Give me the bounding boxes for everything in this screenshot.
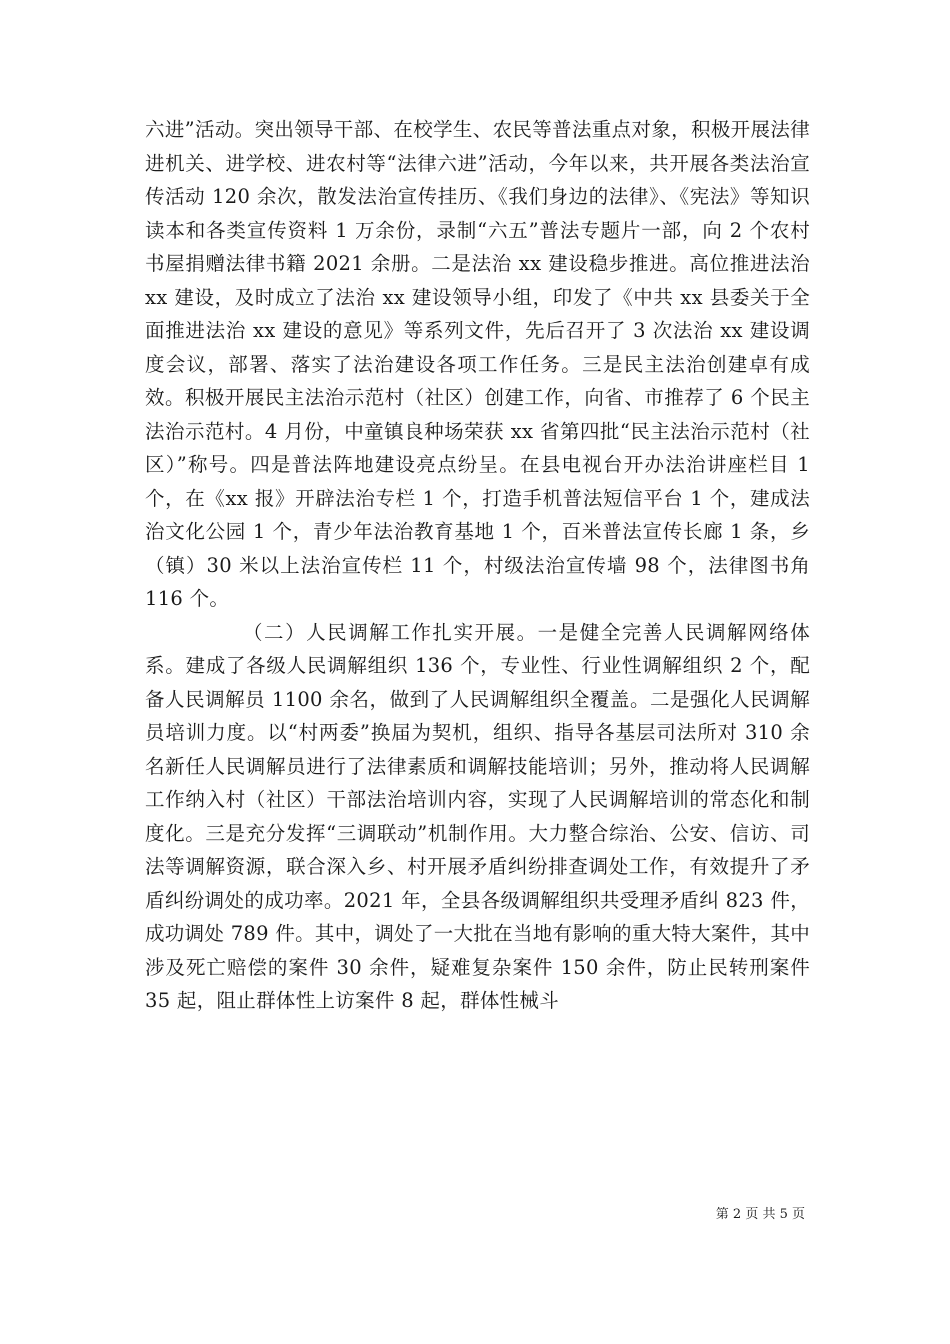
paragraph-people-mediation: （二）人民调解工作扎实开展。一是健全完善人民调解网络体系。建成了各级人民调解组织 136 个，专业性、行业性调解组织 2 个，配备人民调解员 1100 余名，做到了人民调解组织全覆盖。二是强化人民调解员培训力度。以“村两委”换届为契机，组织、指导各基层司法所对 310 余名新任人民调解员进行了法律素质和调解技能培训；另外，推动将人民调解工作纳入村（社区）干部法治培训内容，实现了人民调解培训的常态化和制度化。三是充分发挥“三调联动”机制作用。大力整合综治、公安、信访、司法等调解资源，联合深入乡、村开展矛盾纠纷排查调处工作，有效提升了矛盾纠纷调处的成功率。2021 年，全县各级调解组织共受理矛盾纠 823 件，成功调处 789 件。其中，调处了一大批在当地有影响的重大特大案件，其中涉及死亡赔偿的案件 30 余件，疑难复杂案件 150 余件，防止民转刑案件 35 起，阻止群体性上访案件 8 起，群体性械斗 — [145, 620, 810, 1012]
document-body — [145, 113, 810, 1018]
paragraph-legal-publicity: 六进”活动。突出领导干部、在校学生、农民等普法重点对象，积极开展法律进机关、进学校、进农村等“法律六进”活动，今年以来，共开展各类法治宣传活动 120 余次，散发法治宣传挂历、《我们身边的法律》、《宪法》等知识读本和各类宣传资料 1 万余份，录制“六五”普法专题片一部，向 2 个农村书屋捐赠法律书籍 2021 余册。二是法治 xx 建设稳步推进。高位推进法治 xx 建设，及时成立了法治 xx 建设领导小组，印发了《中共 xx 县委关于全面推进法治 xx 建设的意见》等系列文件，先后召开了 3 次法治 xx 建设调度会议，部署、落实了法治建设各项工作任务。三是民主法治创建卓有成效。积极开展民主法治示范村（社区）创建工作，向省、市推荐了 6 个民主法治示范村。4 月份，中童镇良种场荣获 xx 省第四批“民主法治示范村（社区）”称号。四是普法阵地建设亮点纷呈。在县电视台开办法治讲座栏目 1 个，在《xx 报》开辟法治专栏 1 个，打造手机普法短信平台 1 个，建成法治文化公园 1 个，青少年法治教育基地 1 个，百米普法宣传长廊 1 条，乡（镇）30 米以上法治宣传栏 11 个，村级法治宣传墙 98 个，法律图书角 116 个。 — [145, 118, 810, 610]
page-number-footer: 第 2 页 共 5 页 — [715, 1207, 805, 1222]
